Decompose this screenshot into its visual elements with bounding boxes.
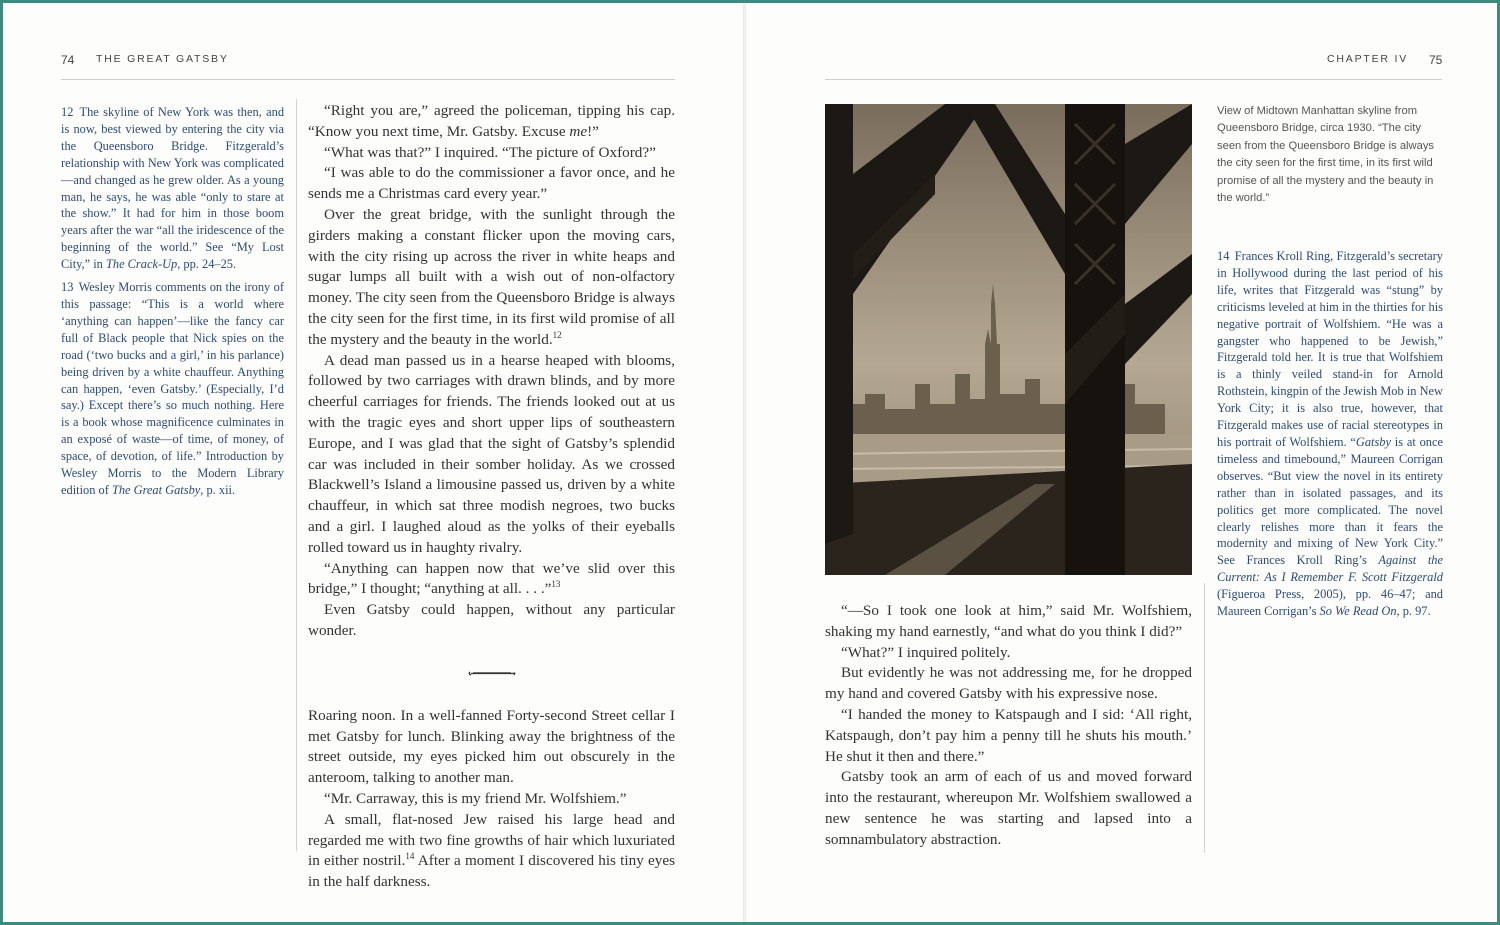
right-page <box>746 3 1497 922</box>
sidenotes <box>61 104 284 505</box>
paragraph <box>308 810 675 893</box>
footnote-ref: 13 <box>551 579 561 590</box>
column-divider <box>296 99 297 851</box>
footnote-ref: 12 <box>552 329 562 340</box>
photo-caption: View of Midtown Manhattan skyline from Queensboro Bridge, circa 1930. “The city seen from the Queensboro Bridge is always the city seen for the first time, in its first wild promise of all the mystery and the beauty in the world.” <box>1217 105 1435 205</box>
paragraph: “What?” I inquired politely. <box>841 643 1011 661</box>
paragraph: Roaring noon. In a well-fanned Forty-second Street cellar I met Gatsby for lunch. Blinking away the brightness of the street outside, my eyes picked him out obscurely in the anteroom, talking to another man. <box>308 706 675 787</box>
note-text: , p. xii. <box>200 482 236 497</box>
left-page <box>3 3 743 922</box>
note-title: So We Read On <box>1319 604 1397 619</box>
paragraph <box>308 559 675 601</box>
note-text: , pp. 24–25. <box>177 257 237 272</box>
running-head: THE GREAT GATSBY <box>96 53 229 65</box>
paragraph: “I handed the money to Katspaugh and I sid: ‘All right, Katspaugh, don’t pay him a penny till he shuts his mouth.’ He shut it then and there.” <box>825 705 1192 765</box>
paragraph-text: “Right you are,” agreed the policeman, tipping his cap. “Know you next time, Mr. Gatsby. Excuse <box>308 102 675 140</box>
skyline-photo <box>825 104 1192 575</box>
paragraph-text: Over the great bridge, with the sunlight through the girders making a constant flicker upon the moving cars, with the city rising up across the river in white heaps and sugar lumps all built with a wish out of non-olfactory money. The city seen from the Queensboro Bridge is always the city seen for the first time, in its first wild promise of all the mystery and the beauty in the world. <box>308 205 675 348</box>
page-number: 74 <box>61 53 75 67</box>
note-title: Against the Current: As I Remember F. Scott Fitzgerald <box>1217 553 1443 585</box>
paragraph: A dead man passed us in a hearse heaped with blooms, followed by two carriages with drawn blinds, and by more cheerful carriages for friends. The friends looked out at us with the tragic eyes and short upper lips of southeastern Europe, and I was glad that the sight of Gatsby’s splendid car was included in their somber holiday. As we crossed Blackwell’s Island a limousine passed us, driven by a white chauffeur, in which sat three modish negroes, two bucks and a girl. I laughed aloud as the yolks of their eyeballs rolled toward us in haughty rivalry. <box>308 351 675 556</box>
note-14 <box>1217 248 1443 620</box>
note-text: Frances Kroll Ring, Fitzgerald’s secretary in Hollywood during the last period of his life, writes that Fitzgerald was “stung” by criticisms leveled at him in the thirties for his negative portrait of Wolfshiem. “He was a gangster who happened to be Jewish,” Fitzgerald told her. It is true that Wolfshiem is a thinly veiled stand-in for Arnold Rothstein, kingpin of the Jewish Mob in New York City; it is also true, however, that Fitzgerald makes use of racial stereotypes in his portrait of Wolfshiem. “ <box>1217 249 1443 449</box>
note-12 <box>61 104 284 273</box>
paragraph <box>308 101 675 143</box>
note-title: Gatsby <box>1355 434 1391 449</box>
footnote-ref: 14 <box>405 851 415 862</box>
paragraph-emphasis: me <box>569 122 588 140</box>
main-text <box>308 101 675 893</box>
paragraph: Gatsby took an arm of each of us and moved forward into the restaurant, whereupon Mr. Wolfshiem swallowed a new sentence he was starting and lapsed into a somnambulatory abstraction. <box>825 768 1192 848</box>
paragraph: “I was able to do the commissioner a favor once, and he sends me a Christmas card every year.” <box>308 164 675 203</box>
bridge-skyline-image <box>825 104 1192 575</box>
paragraph-text: After a moment I discovered his tiny eyes in the half darkness. <box>308 852 675 891</box>
header-rule <box>825 79 1442 80</box>
paragraph: “What was that?” I inquired. “The picture of Oxford?” <box>324 143 656 161</box>
note-text: (Figueroa Press, 2005), pp. 46–47; and Maureen Corrigan’s <box>1217 587 1443 619</box>
running-head: CHAPTER IV <box>1327 53 1409 65</box>
note-number: 12 <box>61 105 74 119</box>
note-number: 14 <box>1217 249 1230 263</box>
section-break-ornament-icon <box>467 668 517 678</box>
main-text <box>825 601 1192 851</box>
note-title: The Great Gatsby <box>111 482 201 497</box>
note-13 <box>61 279 284 499</box>
note-text: Wesley Morris comments on the irony of this passage: “This is a world where ‘anything can happen’—like the fancy car full of Black people that Nick spies on the road (‘two bucks and a girl,’ in his parlance) being driven by a white chauffeur. Anything can happen, ‘even Gatsby.’ (Especially, I’d say.) Except there’s so much nothing. Here is a book whose magnificence culminates in an exposé of waste—of time, of money, of space, of devotion, of life.” Introduction by Wesley Morris to the Modern Library edition of <box>61 280 285 497</box>
paragraph-text: A small, flat-nosed Jew raised his large head and regarded me with two fine growths of hair which luxuriated in either nostril. <box>308 810 675 870</box>
note-text: is at once timeless and timebound,” Maureen Corrigan observes. “But view the novel in its entirety rather than in isolated passages, and its politics get more complicated. The novel clearly relishes more than it fears the modernity and mixing of New York City.” See Frances Kroll Ring’s <box>1217 434 1443 568</box>
page-number: 75 <box>1429 53 1443 67</box>
book-spread <box>3 3 1497 922</box>
sidenotes <box>1217 248 1443 626</box>
note-title: The Crack-Up <box>105 257 178 272</box>
paragraph: But evidently he was not addressing me, for he dropped my hand and covered Gatsby with his expressive nose. <box>825 664 1192 703</box>
note-text: , p. 97. <box>1396 604 1431 619</box>
column-divider <box>1204 583 1205 853</box>
paragraph: “Mr. Carraway, this is my friend Mr. Wolfshiem.” <box>324 789 627 807</box>
paragraph-text: “Anything can happen now that we’ve slid over this bridge,” I thought; “anything at all. . . .” <box>308 559 675 598</box>
paragraph: Even Gatsby could happen, without any particular wonder. <box>308 601 675 639</box>
paragraph: “—So I took one look at him,” said Mr. Wolfshiem, shaking my hand earnestly, “and what do you think I did?” <box>825 602 1192 640</box>
note-text: The skyline of New York was then, and is now, best viewed by entering the city via the Queensboro Bridge. Fitzgerald’s relationship with New York was complicated—and changed as he grew older. As a young man, he says, he was able “only to stare at the show.” It had for him in those boom years after the war “all the iridescence of the beginning of the world.” See “My Lost City,” in <box>61 105 285 272</box>
note-number: 13 <box>61 280 74 295</box>
paragraph-text: !” <box>587 122 599 140</box>
header-rule <box>61 79 675 80</box>
paragraph <box>308 205 675 351</box>
